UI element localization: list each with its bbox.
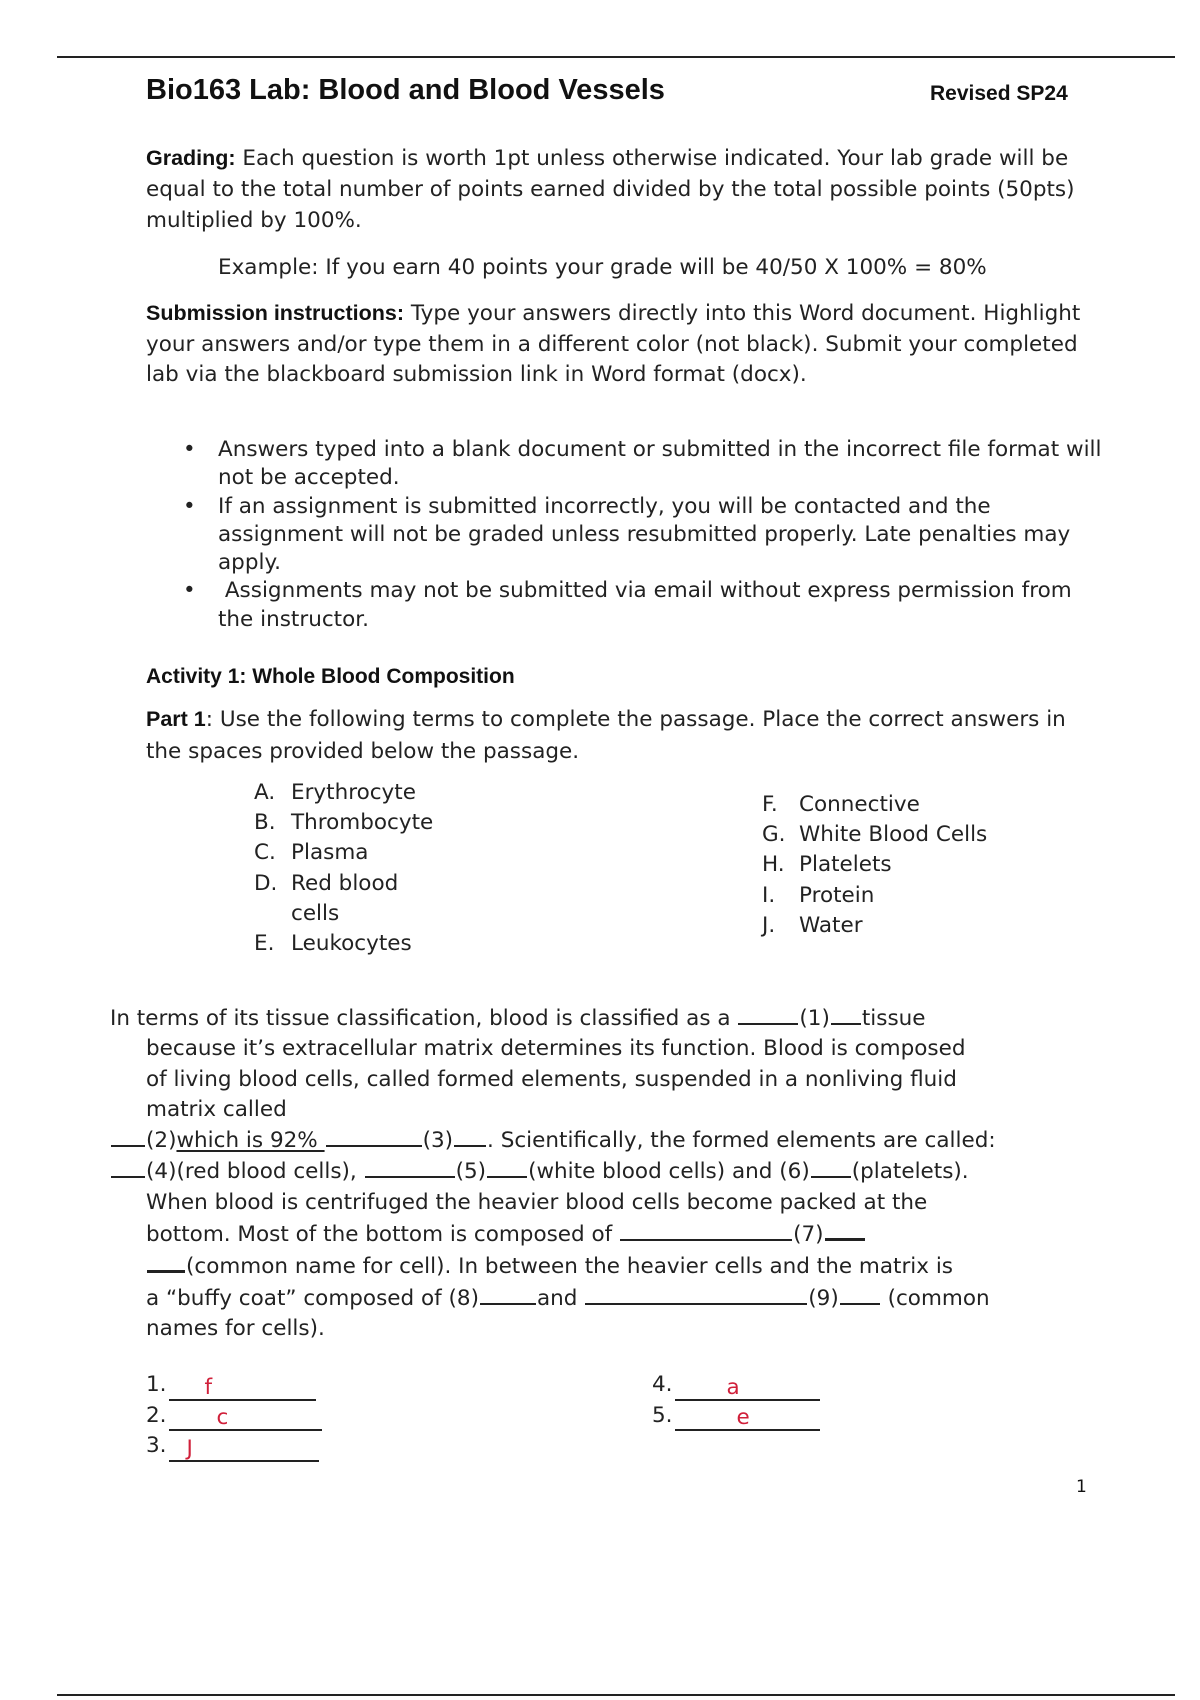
term-item <box>254 869 451 929</box>
term-item <box>762 850 1062 880</box>
submission-text: Type your answers directly into this Word document. Highlight your answers and/or type them in a different color (not black). Submit your completed lab via the blackboard submission link in Word format (docx). <box>146 301 1081 387</box>
blank-number: (2) <box>146 1128 177 1154</box>
passage-text: (platelets). <box>851 1159 969 1185</box>
terms-list-left <box>254 778 514 959</box>
blank-number: (5) <box>455 1159 487 1185</box>
submission-label: Submission instructions: <box>146 301 405 325</box>
term-item <box>762 911 1062 941</box>
activity-heading: Activity 1: Whole Blood Composition <box>146 665 515 688</box>
answer-value[interactable]: f <box>204 1374 213 1400</box>
grading-label: Grading: <box>146 146 236 170</box>
answer-row <box>146 1370 322 1401</box>
blank-number: (3) <box>422 1128 454 1154</box>
term-item <box>254 778 514 808</box>
blank-7-tail <box>825 1218 865 1241</box>
page-number: 1 <box>1076 1477 1087 1497</box>
grading-text: Each question is worth 1pt unless otherwise indicated. Your lab grade will be equal to the total number of points earned divided by the total possible points (50pts) multiplied by 100%. <box>146 146 1075 233</box>
answer-number: 4. <box>652 1372 673 1397</box>
terms-list-right <box>762 790 1062 941</box>
term-text: Plasma <box>291 840 369 866</box>
term-text: Platelets <box>799 852 892 878</box>
answer-row <box>652 1401 820 1432</box>
answer-row <box>652 1370 820 1401</box>
bottom-rule <box>57 1694 1175 1696</box>
answer-number: 1. <box>146 1372 167 1397</box>
answer-value[interactable]: a <box>726 1374 740 1400</box>
term-item <box>762 820 1062 850</box>
bullet-icon: • <box>183 493 196 519</box>
blank-5-tail <box>487 1156 527 1178</box>
blank-5 <box>365 1156 455 1178</box>
passage-text: In terms of its tissue classification, blood is classified as a <box>110 1006 738 1031</box>
bullet-icon: • <box>183 437 196 462</box>
revision-label: Revised SP24 <box>930 82 1068 105</box>
blank-9 <box>585 1283 807 1305</box>
answer-field[interactable] <box>675 1405 820 1431</box>
bullet-text: Assignments may not be submitted via email without express permission from the instructor. <box>218 578 1079 632</box>
term-text: Protein <box>799 882 875 908</box>
passage-line <box>110 1003 1110 1034</box>
answer-number: 5. <box>652 1402 673 1428</box>
passage-line: matrix called <box>146 1096 287 1122</box>
term-letter: E. <box>254 931 275 957</box>
term-letter: D. <box>254 870 278 896</box>
bullet-text: If an assignment is submitted incorrectly, you will be contacted and the assignment will not be graded unless resubmitted properly. Late penalties may apply. <box>218 493 1071 576</box>
answer-row <box>146 1431 322 1462</box>
term-item <box>254 929 514 959</box>
answer-field[interactable] <box>169 1436 319 1462</box>
blank-7-cont <box>147 1250 185 1273</box>
blank-9-tail <box>840 1283 880 1305</box>
passage-text: and <box>537 1285 585 1311</box>
passage-line: of living blood cells, called formed elements, suspended in a nonliving fluid <box>146 1066 957 1092</box>
blank-3 <box>326 1125 422 1147</box>
passage-text: . Scientifically, the formed elements are called: <box>487 1128 996 1154</box>
passage-text: (common name for cell). In between the heavier cells and the matrix is <box>186 1254 953 1280</box>
term-letter: C. <box>254 840 276 866</box>
answer-value[interactable]: c <box>216 1405 229 1430</box>
fill-in-passage <box>110 1003 1110 1344</box>
passage-line: because it’s extracellular matrix determines its function. Blood is composed <box>146 1036 966 1062</box>
passage-text: (white blood cells) and <box>528 1159 780 1185</box>
term-letter: A. <box>254 780 276 805</box>
passage-line <box>110 1250 1110 1282</box>
document-title: Bio163 Lab: Blood and Blood Vessels <box>146 74 665 106</box>
term-letter: F. <box>762 792 778 817</box>
blank-7 <box>620 1219 792 1241</box>
term-text: Water <box>799 912 863 938</box>
term-item <box>254 838 514 868</box>
answer-row <box>146 1401 322 1432</box>
passage-text: (red blood cells), <box>176 1159 364 1185</box>
answer-field[interactable] <box>169 1405 323 1431</box>
term-item <box>254 808 514 838</box>
term-text: Erythrocyte <box>291 780 416 805</box>
blank-number: (4) <box>146 1159 177 1185</box>
passage-text: which is 92% <box>176 1128 325 1154</box>
passage-text: (common <box>880 1285 990 1311</box>
term-letter: H. <box>762 852 785 878</box>
bullet-item <box>180 577 1110 634</box>
blank-number: (9) <box>808 1285 839 1311</box>
answer-value[interactable]: e <box>736 1405 750 1430</box>
blank-number: (7) <box>793 1222 824 1248</box>
part1-instructions <box>146 703 1106 768</box>
term-text: Leukocytes <box>291 931 412 957</box>
term-text: Connective <box>799 792 920 817</box>
answer-list-right <box>652 1370 820 1431</box>
submission-paragraph <box>146 298 1106 391</box>
passage-text: tissue <box>861 1006 926 1031</box>
blank-1 <box>738 1003 798 1025</box>
answer-value[interactable]: J <box>186 1435 193 1461</box>
answer-number: 3. <box>146 1433 167 1458</box>
submission-bullet-list <box>180 436 1110 634</box>
answer-number: 2. <box>146 1402 167 1428</box>
blank-number: (1) <box>799 1006 830 1031</box>
blank-number: (6) <box>779 1159 810 1185</box>
term-text: Red blood cells <box>291 870 399 926</box>
part-text: : Use the following terms to complete the passage. Place the correct answers in the spaces provided below the passage. <box>146 707 1066 764</box>
term-text: Thrombocyte <box>291 810 434 836</box>
grading-paragraph <box>146 143 1106 236</box>
term-text: White Blood Cells <box>799 822 988 848</box>
passage-line: names for cells). <box>146 1315 325 1341</box>
blank-6 <box>811 1156 851 1178</box>
passage-line <box>110 1218 1110 1250</box>
bullet-icon: • <box>183 578 196 604</box>
term-item <box>762 790 1062 820</box>
passage-line <box>110 1125 1110 1156</box>
term-letter: B. <box>254 810 276 836</box>
blank-4 <box>111 1156 145 1178</box>
blank-8 <box>480 1283 536 1305</box>
passage-line <box>110 1283 1110 1314</box>
bullet-item <box>180 493 1110 578</box>
term-item <box>762 881 1062 911</box>
answer-list-left <box>146 1370 322 1462</box>
passage-text: bottom. Most of the bottom is composed of <box>146 1222 620 1248</box>
answer-field[interactable] <box>675 1375 820 1401</box>
blank-3-tail <box>454 1125 486 1147</box>
bullet-item <box>180 436 1110 493</box>
grading-example: Example: If you earn 40 points your grade will be 40/50 X 100% = 80% <box>218 255 987 280</box>
answer-field[interactable] <box>169 1375 317 1401</box>
passage-line: When blood is centrifuged the heavier blood cells become packed at the <box>146 1189 928 1215</box>
term-letter: G. <box>762 822 786 848</box>
bullet-text: Answers typed into a blank document or submitted in the incorrect file format will not be accepted. <box>218 437 1102 491</box>
part-label: Part 1 <box>146 707 206 731</box>
blank-1-tail <box>831 1003 861 1025</box>
blank-2 <box>111 1125 145 1147</box>
term-letter: I. <box>762 882 776 908</box>
term-letter: J. <box>762 912 776 938</box>
passage-line <box>110 1156 1110 1187</box>
top-rule <box>57 56 1175 58</box>
passage-text: a “buffy coat” composed of (8) <box>146 1285 479 1311</box>
